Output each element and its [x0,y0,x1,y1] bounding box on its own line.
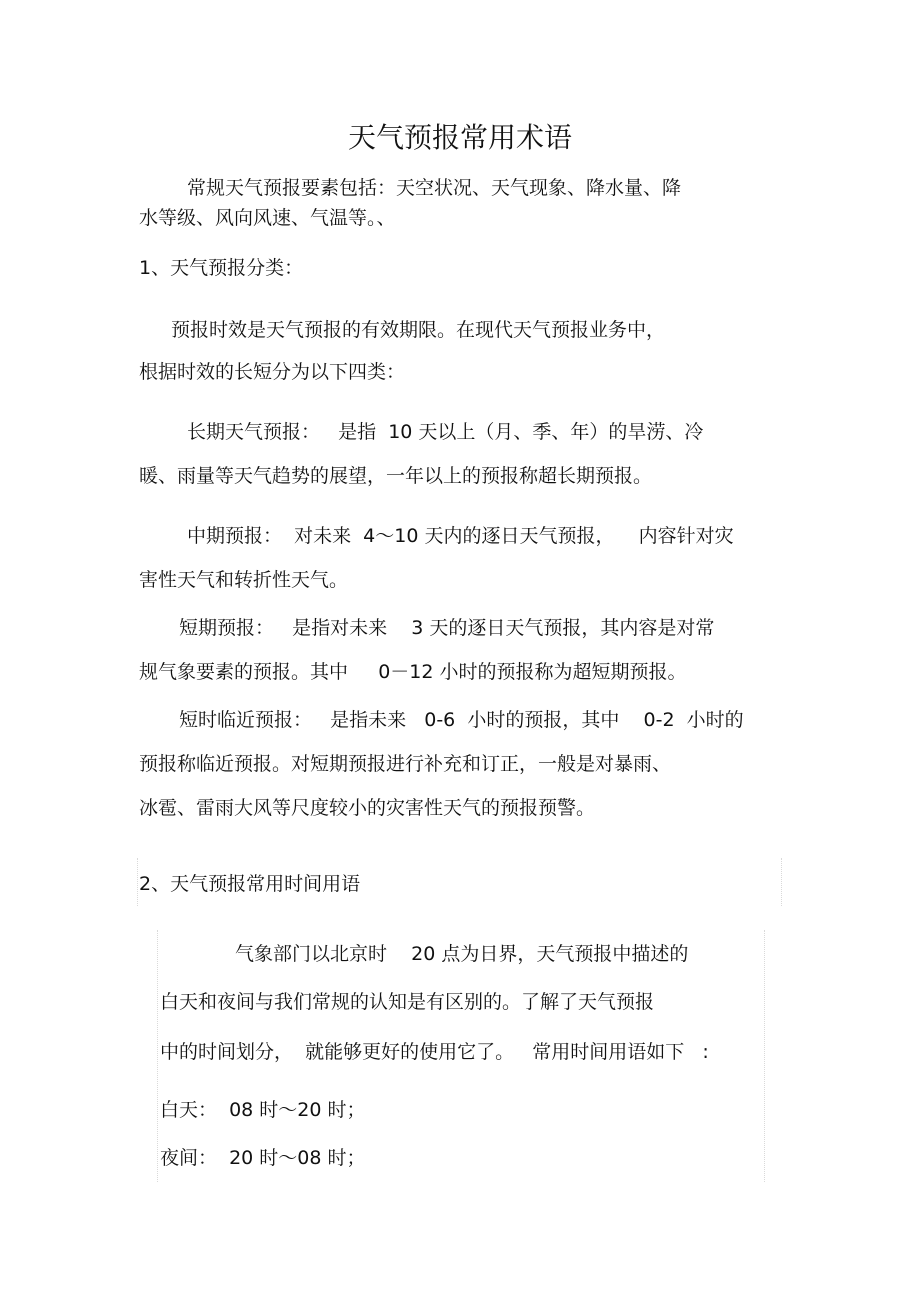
long-range-forecast-line-1: 长期天气预报： 是指 10 天以上（月、季、年）的旱涝、冷 [187,421,704,443]
nowcast-forecast-line-1: 短时临近预报： 是指未来 0-6 小时的预报，其中 0-2 小时的 [179,709,744,731]
intro-line-2: 水等级、风向风速、气温等。、 [139,207,396,229]
section-2-para-line-1: 气象部门以北京时 20 点为日界，天气预报中描述的 [235,943,689,965]
nowcast-forecast-line-2: 预报称临近预报。对短期预报进行补充和订正，一般是对暴雨、 [139,753,672,775]
nighttime-definition: 夜间： 20 时～08 时； [160,1147,366,1169]
intro-line-1: 常规天气预报要素包括：天空状况、天气现象、降水量、降 [187,177,682,199]
section-2-para-line-3: 中的时间划分， 就能够更好的使用它了。 常用时间用语如下 : [160,1041,709,1063]
section-2-heading: 2、天气预报常用时间用语 [139,873,361,895]
document-title: 天气预报常用术语 [347,121,572,154]
medium-range-forecast-line-1: 中期预报： 对未来 4～10 天内的逐日天气预报， 内容针对灾 [187,525,734,547]
long-range-forecast-line-2: 暖、雨量等天气趋势的展望，一年以上的预报称超长期预报。 [139,465,653,487]
medium-range-forecast-line-2: 害性天气和转折性天气。 [139,569,349,591]
section-2-para-line-2: 白天和夜间与我们常规的认知是有区别的。了解了天气预报 [160,991,655,1013]
short-range-forecast-line-2: 规气象要素的预报。其中 0－12 小时的预报称为超短期预报。 [139,661,687,683]
daytime-definition: 白天： 08 时～20 时； [160,1099,366,1121]
short-range-forecast-line-1: 短期预报： 是指对未来 3 天的逐日天气预报，其内容是对常 [179,617,715,639]
nowcast-forecast-line-3: 冰雹、雷雨大风等尺度较小的灾害性天气的预报预警。 [139,797,596,819]
section-1-para-line-2: 根据时效的长短分为以下四类： [139,361,406,383]
section-1-para-line-1: 预报时效是天气预报的有效期限。在现代天气预报业务中， [171,319,666,341]
section-1-heading: 1、天气预报分类： [139,257,304,279]
